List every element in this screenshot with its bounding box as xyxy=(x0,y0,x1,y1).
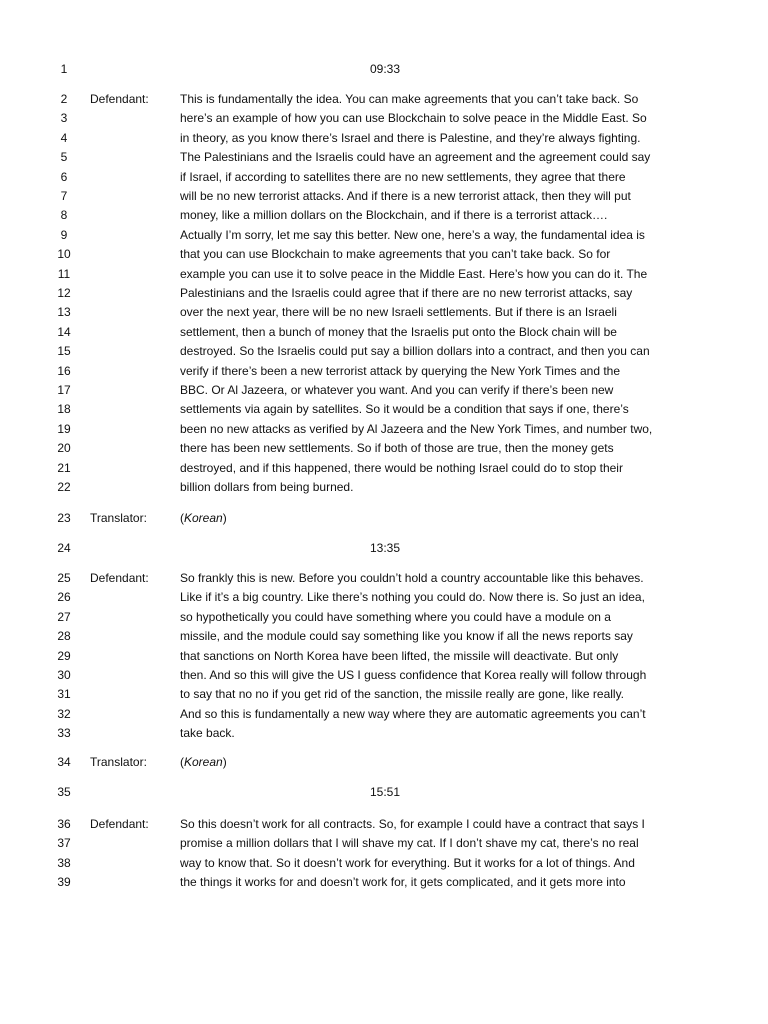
transcript-line: verify if there’s been a new terrorist attack by querying the New York Times and the xyxy=(180,363,621,378)
line-number: 33 xyxy=(57,726,71,741)
line-number: 1 xyxy=(60,62,68,76)
line-number: 6 xyxy=(60,169,68,184)
transcript-line: Like if it’s a big country. Like there’s nothing you could do. Now there is. So just an idea, xyxy=(180,590,645,605)
speaker-label: Translator: xyxy=(90,755,147,769)
line-number: 23 xyxy=(57,511,71,525)
line-number: 38 xyxy=(57,855,71,870)
line-number: 8 xyxy=(60,208,68,223)
line-number: 20 xyxy=(57,441,71,456)
line-number: 19 xyxy=(57,421,71,436)
transcript-line: (Korean) xyxy=(180,755,227,769)
transcript-line: there has been new settlements. So if both of those are true, then the money gets xyxy=(180,441,614,456)
transcript-line: So frankly this is new. Before you couldn’t hold a country accountable like this behaves. xyxy=(180,571,644,585)
line-number: 13 xyxy=(57,305,71,320)
line-number: 25 xyxy=(57,571,71,585)
speaker-label: Translator: xyxy=(90,511,147,525)
timestamp: 09:33 xyxy=(369,62,401,76)
line-number: 7 xyxy=(60,189,68,203)
line-number: 11 xyxy=(57,266,71,281)
transcript-line: if Israel, if according to satellites there are no new settlements, they agree that there xyxy=(180,169,626,184)
transcript-line: settlement, then a bunch of money that the Israelis put onto the Block chain will be xyxy=(180,324,617,339)
transcript-line: settlements via again by satellites. So it would be a condition that says if one, there’s xyxy=(180,402,629,417)
line-number: 17 xyxy=(57,383,71,397)
transcript-line: BBC. Or Al Jazeera, or whatever you want. And you can verify if there’s been new xyxy=(180,383,614,397)
transcript-line: Actually I’m sorry, let me say this better. New one, here’s a way, the fundamental idea is xyxy=(180,227,645,242)
line-number: 22 xyxy=(57,480,71,494)
line-number: 5 xyxy=(60,150,68,165)
line-number: 37 xyxy=(57,836,71,851)
transcript-line: example you can use it to solve peace in the Middle East. Here’s how you can do it. The xyxy=(180,266,648,281)
transcript-line: destroyed. So the Israelis could put say a billion dollars into a contract, and then you can xyxy=(180,344,650,359)
line-number: 9 xyxy=(60,227,68,242)
line-number: 29 xyxy=(57,648,71,663)
transcript-line: been no new attacks as verified by Al Jazeera and the New York Times, and number two, xyxy=(180,421,653,436)
transcript-line: will be no new terrorist attacks. And if there is a new terrorist attack, then they will put xyxy=(180,189,631,203)
line-number: 14 xyxy=(57,324,71,339)
speaker-label: Defendant: xyxy=(90,817,149,831)
line-number: 2 xyxy=(60,92,68,106)
transcript-line: that you can use Blockchain to make agreements that you can’t take back. So for xyxy=(180,247,611,262)
transcript-line: way to know that. So it doesn’t work for everything. But it works for a lot of things. And xyxy=(180,855,635,870)
line-number: 15 xyxy=(57,344,71,359)
line-number: 16 xyxy=(57,363,71,378)
line-number: 18 xyxy=(57,402,71,417)
line-number: 39 xyxy=(57,875,71,890)
transcript-line: And so this is fundamentally a new way where they are automatic agreements you can’t xyxy=(180,706,646,721)
transcript-line: take back. xyxy=(180,726,235,741)
transcript-line: The Palestinians and the Israelis could have an agreement and the agreement could say xyxy=(180,150,651,165)
line-number: 32 xyxy=(57,706,71,721)
line-number: 34 xyxy=(57,755,71,769)
line-number: 27 xyxy=(57,609,71,624)
transcript-line: in theory, as you know there’s Israel and there is Palestine, and they’re always fighting. xyxy=(180,130,641,145)
line-number: 36 xyxy=(57,817,71,831)
speaker-label: Defendant: xyxy=(90,92,149,106)
transcript-line: So this doesn’t work for all contracts. So, for example I could have a contract that says I xyxy=(180,817,645,831)
line-number: 4 xyxy=(60,130,68,145)
transcript-line: promise a million dollars that I will shave my cat. If I don’t shave my cat, there’s no real xyxy=(180,836,639,851)
transcript-line: money, like a million dollars on the Blockchain, and if there is a terrorist attack…. xyxy=(180,208,608,223)
line-number: 30 xyxy=(57,668,71,682)
transcript-line: here’s an example of how you can use Blockchain to solve peace in the Middle East. So xyxy=(180,111,647,126)
transcript-line: destroyed, and if this happened, there would be nothing Israel could do to stop their xyxy=(180,460,623,475)
transcript-line: (Korean) xyxy=(180,511,227,525)
transcript-line: billion dollars from being burned. xyxy=(180,480,354,494)
line-number: 12 xyxy=(57,286,71,300)
transcript-line: Palestinians and the Israelis could agree that if there are no new terrorist attacks, say xyxy=(180,286,633,300)
transcript-line: This is fundamentally the idea. You can make agreements that you can’t take back. So xyxy=(180,92,639,106)
language-note: Korean xyxy=(184,511,223,525)
transcript-line: the things it works for and doesn’t work for, it gets complicated, and it gets more into xyxy=(180,875,626,890)
transcript-line: so hypothetically you could have something where you could have a module on a xyxy=(180,609,611,624)
line-number: 35 xyxy=(57,785,71,799)
line-number: 3 xyxy=(60,111,68,126)
timestamp: 15:51 xyxy=(369,785,401,799)
line-number: 31 xyxy=(57,687,71,702)
transcript-line: then. And so this will give the US I guess confidence that Korea really will follow through xyxy=(180,668,647,682)
speaker-label: Defendant: xyxy=(90,571,149,585)
transcript-line: that sanctions on North Korea have been lifted, the missile will deactivate. But only xyxy=(180,648,619,663)
line-number: 28 xyxy=(57,629,71,644)
transcript-line: to say that no no if you get rid of the sanction, the missile really are gone, like really. xyxy=(180,687,625,702)
timestamp: 13:35 xyxy=(369,541,401,555)
line-number: 24 xyxy=(57,541,71,555)
line-number: 26 xyxy=(57,590,71,605)
language-note: Korean xyxy=(184,755,223,769)
transcript-line: missile, and the module could say something like you know if all the news reports say xyxy=(180,629,633,644)
transcript-line: over the next year, there will be no new Israeli settlements. But if there is an Israeli xyxy=(180,305,617,320)
line-number: 21 xyxy=(57,460,71,475)
line-number: 10 xyxy=(57,247,71,262)
